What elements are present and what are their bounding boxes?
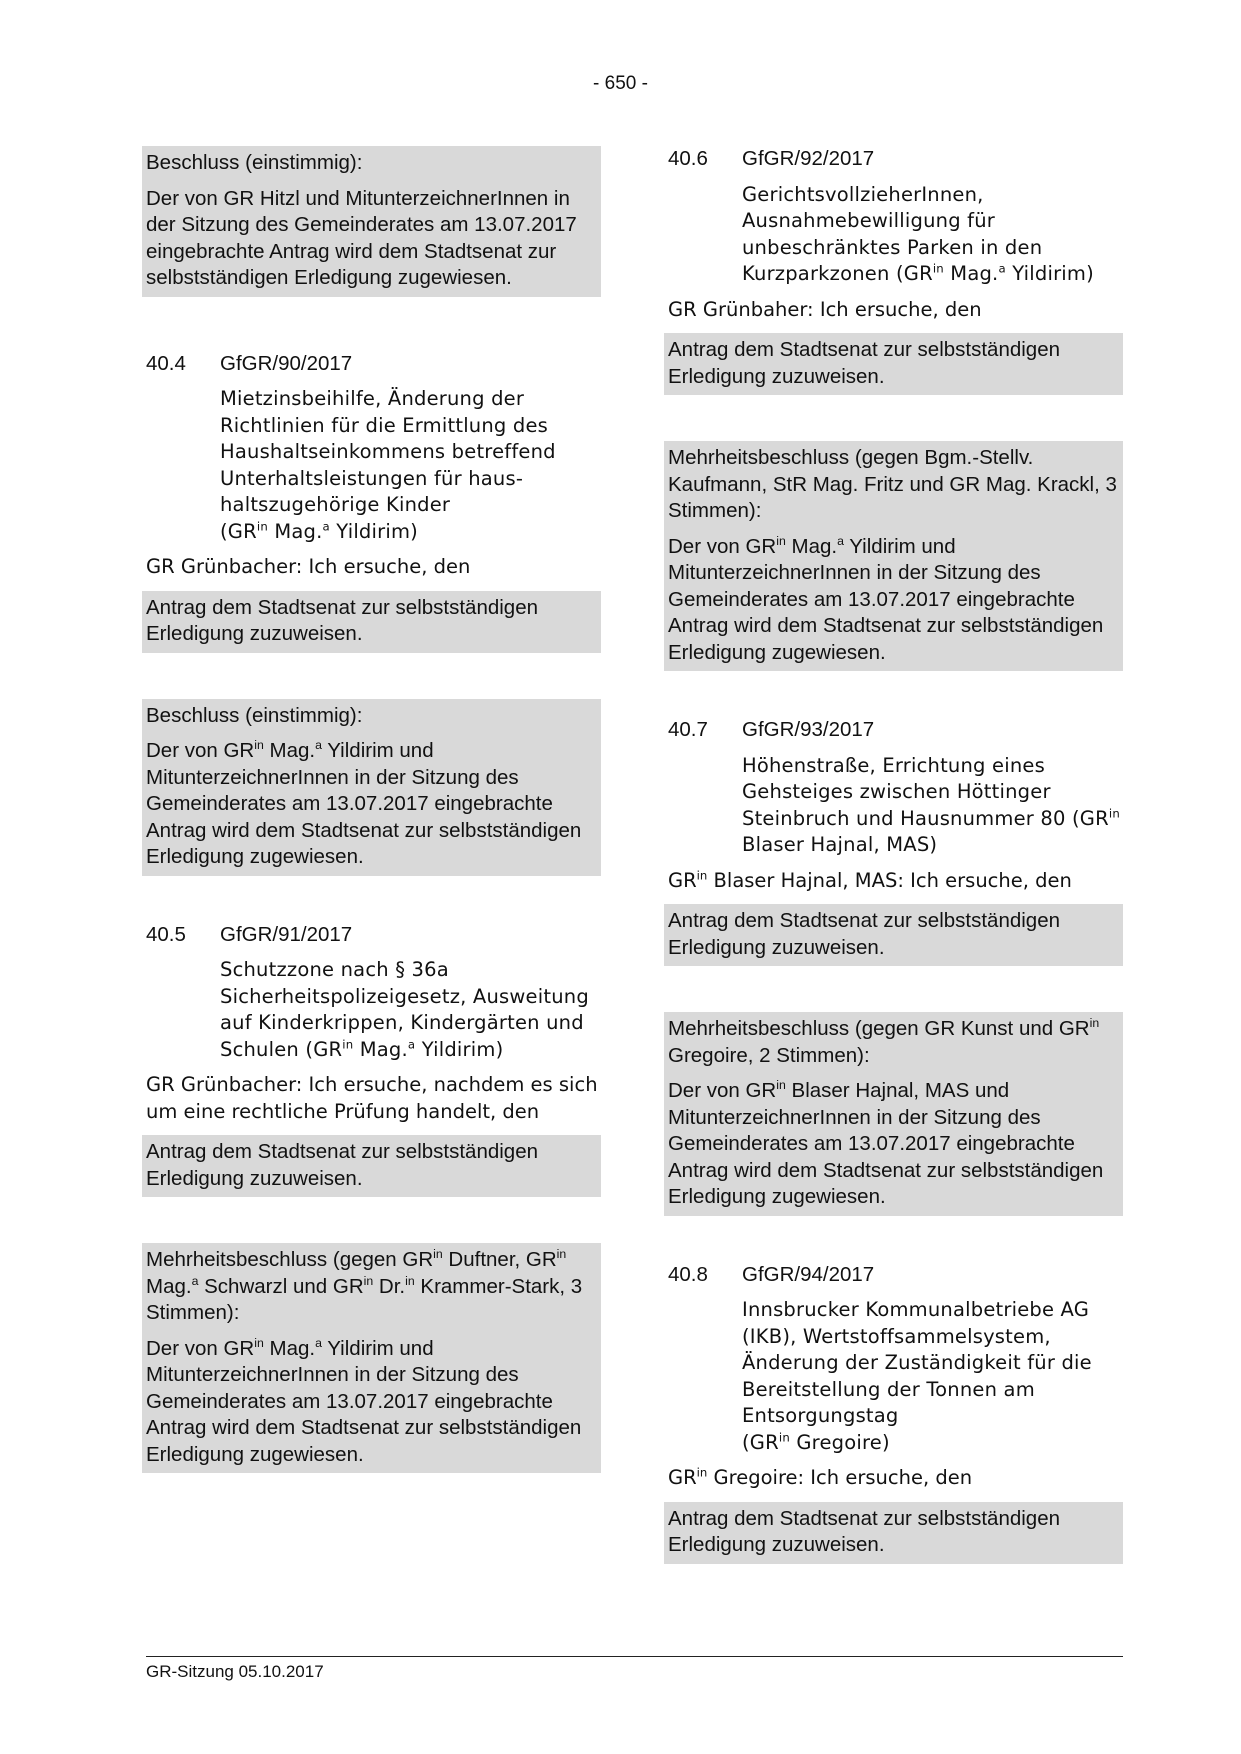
item-code: GfGR/94/2017 [742, 1262, 875, 1286]
decision-box [142, 146, 601, 297]
item-subject: Höhenstraße, Errichtung eines Gehsteiges zwischen Höttinger Steinbruch und Hausnummer 80 ($GR^{in}$ Blaser Hajnal, MAS) [742, 753, 1120, 856]
footer-divider [146, 1656, 1123, 1657]
motion-text: Antrag dem Stadtsenat zur selbstständigen Erledigung zuzuweisen. [668, 909, 1061, 959]
item-number: 40.7 [668, 718, 708, 741]
item-code: GfGR/91/2017 [220, 922, 353, 946]
item-subject: GerichtsvollzieherInnen, Ausnahmebewilligung für unbeschränktes Parken in den Kurzparkzonen ($GR^{in}$ Mag.$^a$ Yildirim) [742, 182, 1094, 285]
item-subject: Innsbrucker Kommunalbetriebe AG (IKB), Wertstoffsammelsystem, Änderung der Zuständigkeit für die Bereitstellung der Tonnen am Entsorgungstag ($GR^{in}$ Gregoire) [742, 1298, 1092, 1454]
motion-text: Antrag dem Stadtsenat zur selbstständigen Erledigung zuzuweisen. [668, 338, 1061, 388]
item-heading-40-4 [146, 351, 601, 378]
item-code: GfGR/90/2017 [220, 351, 353, 375]
decision-text: Der von $GR^{in}$ Mag.$^a$ Yildirim und MitunterzeichnerInnen in der Sitzung des Gemeinderates am 13.07.2017 eingebrachte Antrag wird dem Stadtsenat zur selbstständigen Erledigung zugewiesen. [146, 1335, 582, 1466]
page-number: - 650 - [593, 73, 648, 94]
motion-box [664, 904, 1123, 966]
request-text: GR Grünbaher: Ich ersuche, den [668, 297, 982, 321]
item-heading-40-5 [146, 922, 601, 949]
item-heading-40-8 [668, 1262, 1123, 1289]
decision-box [142, 1243, 601, 1473]
item-number: 40.8 [668, 1262, 708, 1286]
decision-box [664, 441, 1123, 671]
item-subject: Schutzzone nach § 36a Sicherheitspolizeigesetz, Ausweitung auf Kinderkrippen, Kindergärten und Schulen ($GR^{in}$ Mag.$^a$ Yildirim) [220, 958, 589, 1061]
motion-text: Antrag dem Stadtsenat zur selbstständigen Erledigung zuzuweisen. [146, 595, 539, 645]
item-heading-40-6 [668, 146, 1123, 173]
decision-title: Beschluss (einstimmig): [146, 703, 363, 727]
request-text: $GR^{in}$ Gregoire: Ich ersuche, den [668, 1465, 973, 1489]
motion-box [664, 333, 1123, 395]
decision-title: Mehrheitsbeschluss (gegen Bgm.-Stellv. Kaufmann, StR Mag. Fritz und GR Mag. Krackl, 3 Stimmen): [668, 446, 1117, 522]
right-column [668, 146, 1123, 1564]
decision-text: Der von $GR^{in}$ Blaser Hajnal, MAS und MitunterzeichnerInnen in der Sitzung des Gemeinderates am 13.07.2017 eingebrachte Antrag wird dem Stadtsenat zur selbstständigen Erledigung zugewiesen. [668, 1078, 1104, 1208]
item-code: GfGR/93/2017 [742, 718, 875, 741]
item-number: 40.5 [146, 922, 186, 946]
decision-text: Der von $GR^{in}$ Mag.$^a$ Yildirim und MitunterzeichnerInnen in der Sitzung des Gemeinderates am 13.07.2017 eingebrachte Antrag wird dem Stadtsenat zur selbstständigen Erledigung zugewiesen. [146, 738, 582, 868]
footer-session-date: GR-Sitzung 05.10.2017 [146, 1662, 324, 1681]
motion-text: Antrag dem Stadtsenat zur selbstständigen Erledigung zuzuweisen. [668, 1506, 1061, 1556]
item-code: GfGR/92/2017 [742, 147, 875, 170]
item-number: 40.4 [146, 351, 186, 375]
decision-box [664, 1012, 1123, 1216]
request-text: GR Grünbacher: Ich ersuche, nachdem es sich um eine rechtliche Prüfung handelt, den [146, 1073, 598, 1123]
decision-title: Beschluss (einstimmig): [146, 151, 363, 174]
decision-box [142, 699, 601, 876]
motion-box [142, 1135, 601, 1197]
request-text: $GR^{in}$ Blaser Hajnal, MAS: Ich ersuche, den [668, 868, 1072, 892]
item-number: 40.6 [668, 147, 708, 170]
left-column [146, 146, 601, 1473]
item-subject: Mietzinsbeihilfe, Änderung der Richtlinien für die Ermittlung des Haushaltseinkommens betreffend Unterhaltsleistungen für haus-haltszugehörige Kinder ($GR^{in}$ Mag.$^a$ Yildirim) [220, 387, 556, 543]
item-heading-40-7 [668, 717, 1123, 744]
decision-title: Mehrheitsbeschluss (gegen $GR^{in}$ Duftner, $GR^{in}$ Mag.$^a$ Schwarzl und $GR^{in}$ Dr.$^{in}$ Krammer-Stark, 3 Stimmen): [146, 1247, 583, 1324]
request-text: GR Grünbacher: Ich ersuche, den [146, 555, 471, 578]
decision-text: Der von $GR^{in}$ Mag.$^a$ Yildirim und MitunterzeichnerInnen in der Sitzung des Gemeinderates am 13.07.2017 eingebrachte Antrag wird dem Stadtsenat zur selbstständigen Erledigung zugewiesen. [668, 533, 1104, 664]
motion-box [664, 1502, 1123, 1564]
decision-title: Mehrheitsbeschluss (gegen GR Kunst und $GR^{in}$ Gregoire, 2 Stimmen): [668, 1016, 1100, 1067]
motion-box [142, 591, 601, 653]
motion-text: Antrag dem Stadtsenat zur selbstständigen Erledigung zuzuweisen. [146, 1140, 539, 1190]
decision-text: Der von GR Hitzl und MitunterzeichnerInnen in der Sitzung des Gemeinderates am 13.07.2017 eingebrachte Antrag wird dem Stadtsenat zur selbstständigen Erledigung zugewiesen. [146, 186, 577, 289]
